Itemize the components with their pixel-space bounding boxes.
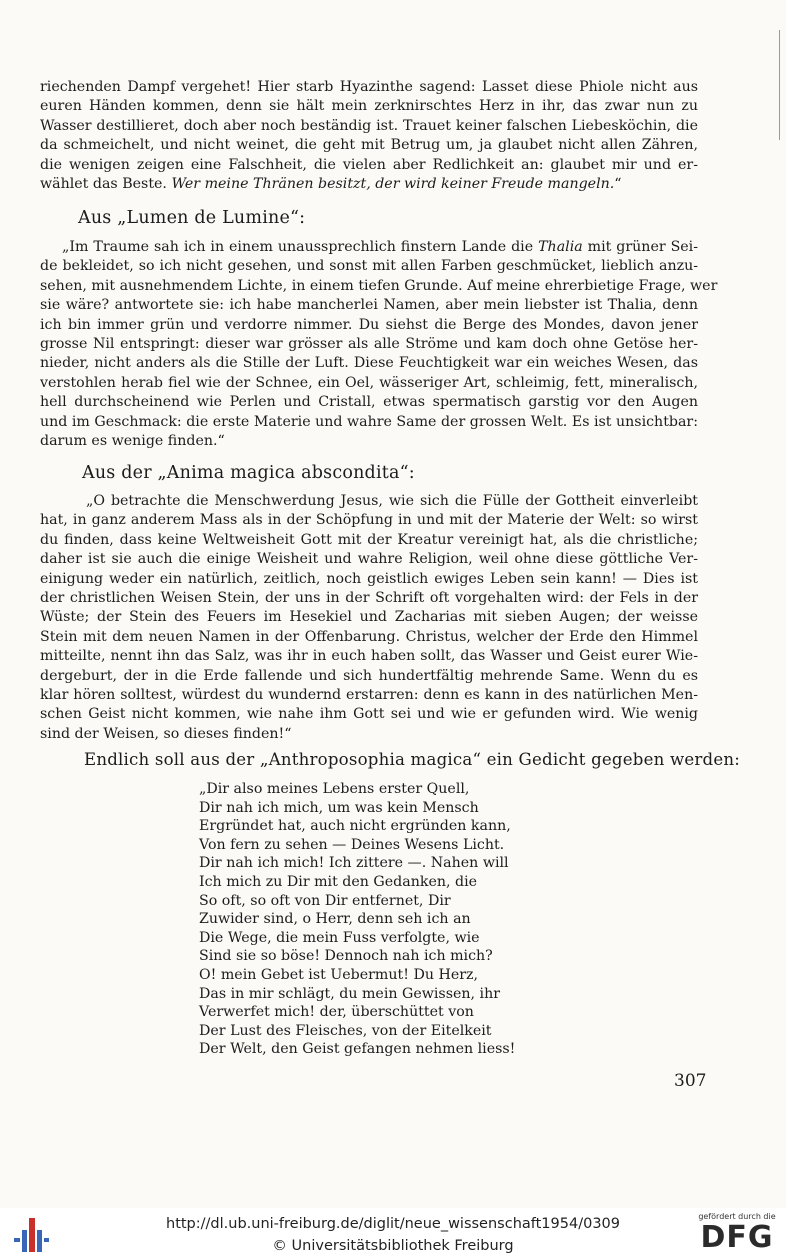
italic-quote: Wer meine Thränen besitzt, der wird keiner Freude mangeln. — [171, 176, 615, 193]
poem-line: So oft, so oft von Dir entfernet, Dir — [199, 892, 451, 909]
poem-line: Ergründet hat, auch nicht ergründen kann, — [199, 818, 511, 835]
text-line: hat, in ganz anderem Mass als in der Schöpfung in und mit der Materie der Welt: so wirst — [40, 512, 698, 529]
document-url-link[interactable]: http://dl.ub.uni-freiburg.de/diglit/neue_wissenschaft1954/0309 — [166, 1216, 620, 1232]
text-line: de bekleidet, so ich nicht gesehen, und sonst mit allen Farben geschmücket, lieblich anzu- — [40, 258, 698, 275]
poem-line: Das in mir schlägt, du mein Gewissen, ihr — [199, 985, 500, 1002]
text-line: der christlichen Weisen Stein, der uns in der Schrift oft vorgehalten wird: der Fels in der — [40, 590, 698, 607]
text-line: darum es wenige finden.“ — [40, 433, 225, 450]
paragraph-hyazinthe — [40, 78, 698, 194]
text-line: einigung weder ein natürlich, zeitlich, noch geistlich ewiges Leben sein kann! — Dies ist — [40, 570, 698, 587]
text-line: Wüste; der Stein des Feuers im Hesekiel und Zacharias mit sieben Augen; der weisse — [40, 609, 698, 626]
text-segment: „Im Traume sah ich in einem unaussprechlich finstern Lande die — [62, 239, 534, 255]
text-line: schen Geist nicht kommen, wie nahe ihm Gott sei und wie er gefunden wird. Wie wenig — [40, 706, 698, 723]
dfg-caption: gefördert durch die — [698, 1212, 776, 1221]
poem-line: Der Welt, den Geist gefangen nehmen liess! — [199, 1041, 516, 1058]
text-line: ich bin immer grün und verdorre nimmer. Du siehst die Berge des Mondes, davon jener — [40, 316, 698, 333]
text-line: „O betrachte die Menschwerdung Jesus, wie sich die Fülle der Gottheit einverleibt — [86, 493, 698, 509]
text-line: grosse Nil entspringt: dieser war grösser als alle Ströme und kam doch ohne Getöse her- — [40, 336, 698, 353]
poem-line: Dir nah ich mich, um was kein Mensch — [199, 799, 479, 816]
viewer-footer — [0, 1208, 786, 1260]
text-segment: mit grüner Sei- — [587, 239, 699, 255]
text-line: hell durchscheinend wie Perlen und Cristall, etwas spermatisch garstig vor den Augen — [40, 394, 698, 411]
poem-line: Von fern zu sehen — Deines Wesens Licht. — [199, 836, 505, 853]
text-line: euren Händen kommen, denn sie hält mein zerknirschtes Herz in ihr, das zwar nun zu — [40, 98, 698, 115]
text-line: verstohlen herab fiel wie der Schnee, ein Oel, wässeriger Art, schleimig, fett, mineralisch, — [40, 374, 698, 391]
poem — [199, 780, 515, 1059]
paragraph-lumen-de-lumine — [40, 238, 718, 451]
page-number: 307 — [674, 1071, 707, 1091]
text-line: mitteilte, nennt ihn das Salz, was ihr in euch haben sollt, das Wasser und Geist eurer Wie- — [40, 648, 698, 665]
closing-quote: “ — [614, 176, 622, 193]
text-line — [40, 238, 698, 257]
poem-line: Die Wege, die mein Fuss verfolgte, wie — [199, 929, 480, 946]
text-segment: wählet das Beste. — [40, 176, 167, 193]
text-line: klar hören solltest, würdest du wundernd erstarren: denn es kann in des natürlichen Men- — [40, 687, 698, 704]
poem-line: Ich mich zu Dir mit den Gedanken, die — [199, 873, 478, 890]
dfg-logo[interactable] — [694, 1212, 780, 1258]
poem-line: Zuwider sind, o Herr, denn seh ich an — [199, 911, 471, 928]
heading-lumen-de-lumine: Aus „Lumen de Lumine“: — [78, 208, 306, 228]
heading-anthroposophia-magica: Endlich soll aus der „Anthroposophia magica“ ein Gedicht gegeben werden: — [84, 750, 741, 769]
paragraph-anima-magica — [40, 492, 698, 744]
text-line: sind der Weisen, so dieses finden!“ — [40, 725, 292, 742]
heading-anima-magica: Aus der „Anima magica abscondita“: — [82, 463, 415, 483]
text-line: Wasser destillieret, doch aber noch beständig ist. Trauet keiner falschen Liebesköchin, die — [40, 117, 698, 134]
text-line: die wenigen zeigen eine Falschheit, die vielen aber Redlichkeit an: glaubet mir und er- — [40, 156, 698, 173]
poem-line: Sind sie so böse! Dennoch nah ich mich? — [199, 948, 493, 965]
poem-line: Verwerfet mich! der, überschüttet von — [199, 1004, 474, 1021]
poem-line: Dir nah ich mich! Ich zittere —. Nahen will — [199, 855, 509, 872]
poem-line: O! mein Gebet ist Uebermut! Du Herz, — [199, 966, 478, 983]
scan-edge-line — [779, 30, 780, 140]
text-line: und im Geschmack: die erste Materie und wahre Same der grossen Welt. Es ist unsichtbar: — [40, 413, 698, 430]
poem-line: „Dir also meines Lebens erster Quell, — [199, 781, 470, 797]
text-line: du finden, dass keine Weltweisheit Gott mit der Kreatur vereinigt hat, als die christliche; — [40, 531, 698, 548]
text-line: nieder, nicht anders als die Stille der Luft. Diese Feuchtigkeit war ein weiches Wesen, das — [40, 355, 698, 372]
italic-name: Thalia — [538, 239, 583, 255]
text-line: Stein mit dem neuen Namen in der Offenbarung. Christus, welcher der Erde den Himmel — [40, 628, 698, 645]
text-line: sehen, mit ausnehmendem Lichte, in einem tiefen Grunde. Auf meine ehrerbietige Frage, wer — [40, 277, 718, 294]
copyright-notice: © Universitätsbibliothek Freiburg — [272, 1238, 514, 1254]
dfg-logo-text: DFG — [700, 1220, 774, 1255]
text-line: sie wäre? antwortete sie: ich habe mancherlei Namen, aber mein liebster ist Thalia, denn — [40, 297, 698, 314]
text-line: daher ist sie auch die einige Weisheit und wahre Religion, weil ohne diese göttliche Ver- — [40, 551, 698, 568]
poem-line: Der Lust des Fleisches, von der Eitelkeit — [199, 1022, 492, 1039]
text-line — [40, 175, 698, 194]
text-line: da schmeichelt, und nicht weinet, die geht mit Betrug um, ja glaubet nicht allen Zähren, — [40, 137, 698, 154]
text-line: riechenden Dampf vergehet! Hier starb Hyazinthe sagend: Lasset diese Phiole nicht aus — [40, 79, 698, 95]
text-line: dergeburt, der in die Erde fallende und sich hundertfältig mehrende Same. Wenn du es — [40, 667, 698, 684]
